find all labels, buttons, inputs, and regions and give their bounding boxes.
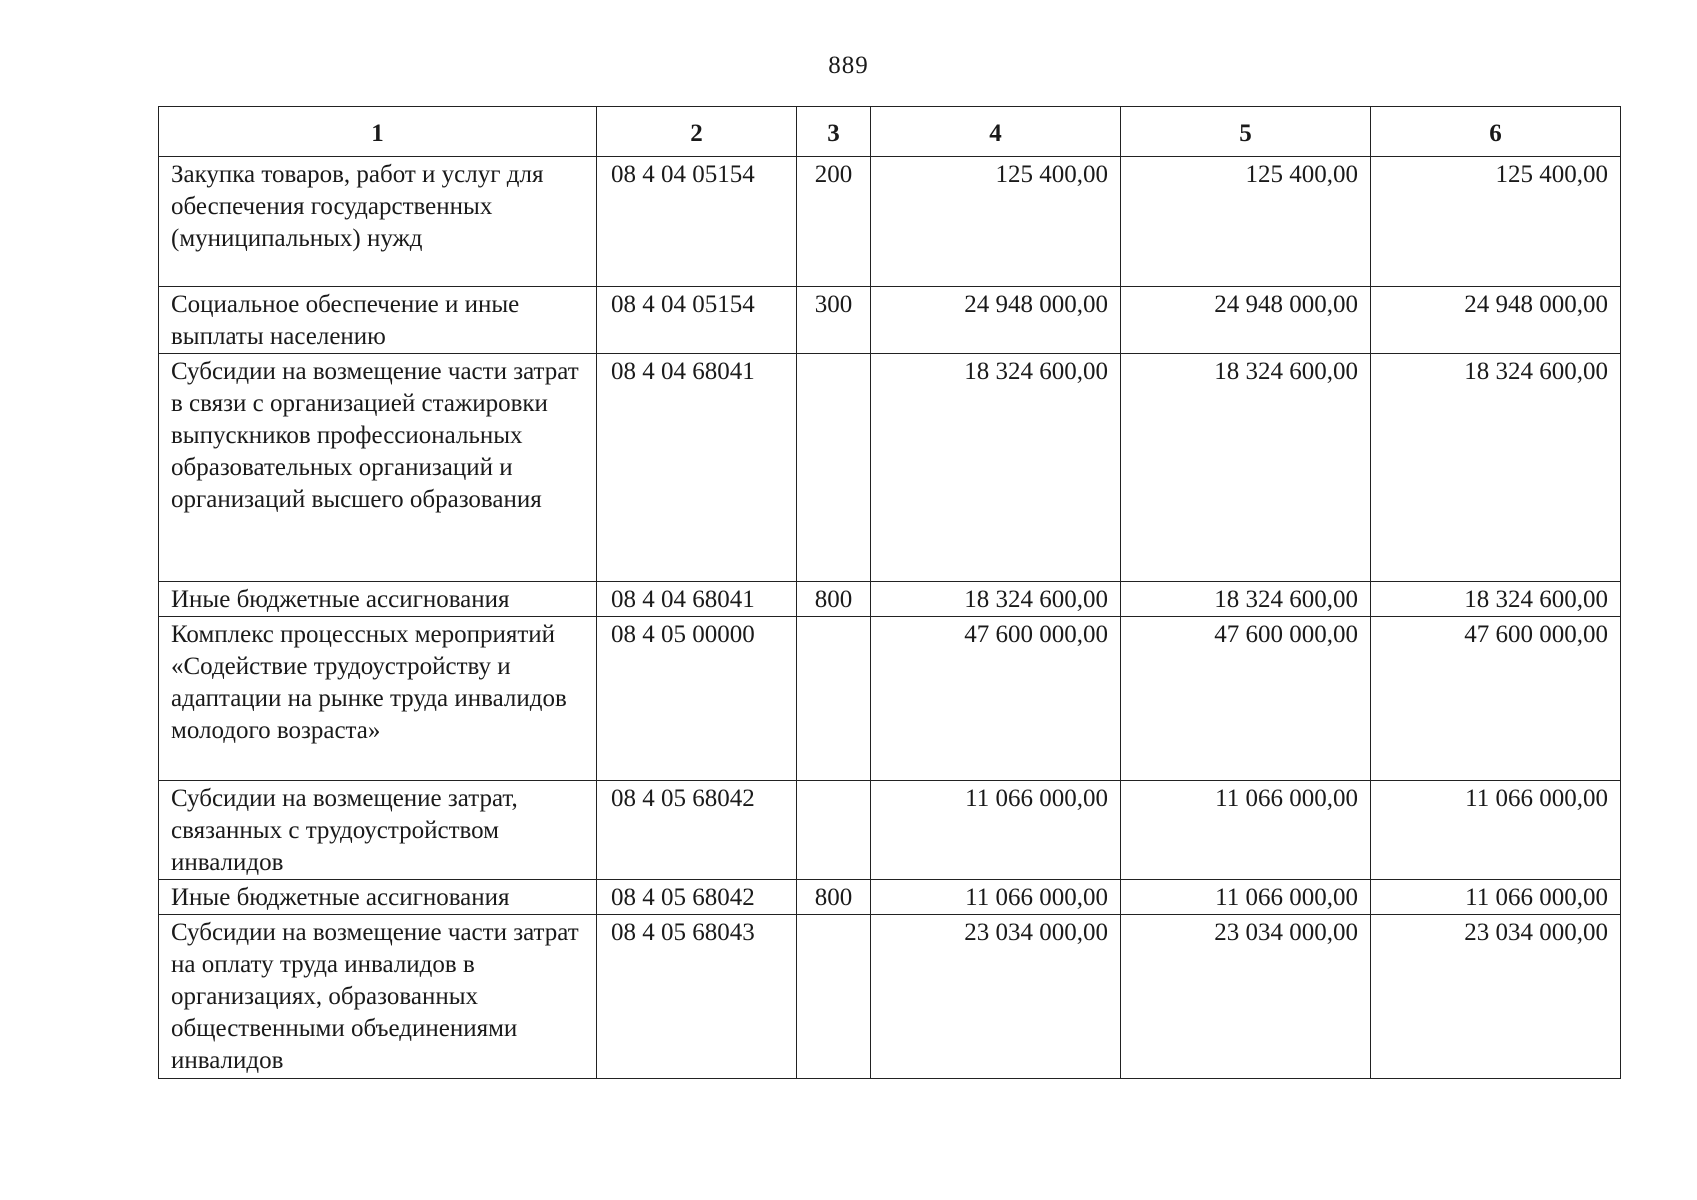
amount-col-4: 11 066 000,00 (871, 781, 1121, 880)
amount-col-5: 23 034 000,00 (1121, 915, 1371, 1079)
item-name: Комплекс процессных мероприятий «Содействие трудоустройству и адаптации на рынке труда инвалидов молодого возраста» (159, 617, 597, 781)
expense-type: 800 (797, 880, 871, 915)
item-name: Иные бюджетные ассигнования (159, 880, 597, 915)
expense-type: 300 (797, 287, 871, 354)
column-header: 6 (1371, 107, 1621, 157)
expense-type: 800 (797, 582, 871, 617)
item-name: Иные бюджетные ассигнования (159, 582, 597, 617)
table-row (159, 157, 1621, 287)
amount-col-5: 24 948 000,00 (1121, 287, 1371, 354)
amount-col-6: 125 400,00 (1371, 157, 1621, 287)
amount-col-5: 125 400,00 (1121, 157, 1371, 287)
amount-col-4: 11 066 000,00 (871, 880, 1121, 915)
item-code: 08 4 04 68041 (597, 354, 797, 582)
amount-col-6: 24 948 000,00 (1371, 287, 1621, 354)
amount-col-5: 11 066 000,00 (1121, 880, 1371, 915)
item-name: Субсидии на возмещение затрат, связанных с трудоустройством инвалидов (159, 781, 597, 880)
amount-col-4: 23 034 000,00 (871, 915, 1121, 1079)
item-code: 08 4 05 68043 (597, 915, 797, 1079)
item-code: 08 4 04 05154 (597, 287, 797, 354)
column-header: 4 (871, 107, 1121, 157)
page-number: 889 (828, 52, 869, 79)
amount-col-5: 18 324 600,00 (1121, 582, 1371, 617)
column-header: 1 (159, 107, 597, 157)
amount-col-4: 47 600 000,00 (871, 617, 1121, 781)
column-header: 5 (1121, 107, 1371, 157)
expense-type (797, 781, 871, 880)
table-row (159, 915, 1621, 1079)
table-row (159, 880, 1621, 915)
table-row (159, 582, 1621, 617)
amount-col-4: 125 400,00 (871, 157, 1121, 287)
item-code: 08 4 04 05154 (597, 157, 797, 287)
item-name: Субсидии на возмещение части затрат на оплату труда инвалидов в организациях, образованных общественными объединениями инвалидов (159, 915, 597, 1079)
amount-col-6: 18 324 600,00 (1371, 354, 1621, 582)
amount-col-5: 47 600 000,00 (1121, 617, 1371, 781)
amount-col-4: 18 324 600,00 (871, 582, 1121, 617)
table-row (159, 354, 1621, 582)
budget-table (158, 106, 1621, 1079)
item-name: Субсидии на возмещение части затрат в связи с организацией стажировки выпускников профессиональных образовательных организаций и организаций высшего образования (159, 354, 597, 582)
expense-type (797, 354, 871, 582)
table-row (159, 781, 1621, 880)
amount-col-4: 24 948 000,00 (871, 287, 1121, 354)
expense-type: 200 (797, 157, 871, 287)
expense-type (797, 915, 871, 1079)
item-name: Социальное обеспечение и иные выплаты населению (159, 287, 597, 354)
item-name: Закупка товаров, работ и услуг для обеспечения государственных (муниципальных) нужд (159, 157, 597, 287)
expense-type (797, 617, 871, 781)
item-code: 08 4 05 68042 (597, 880, 797, 915)
amount-col-6: 11 066 000,00 (1371, 781, 1621, 880)
amount-col-5: 11 066 000,00 (1121, 781, 1371, 880)
amount-col-4: 18 324 600,00 (871, 354, 1121, 582)
item-code: 08 4 05 00000 (597, 617, 797, 781)
table-row (159, 287, 1621, 354)
amount-col-5: 18 324 600,00 (1121, 354, 1371, 582)
header-row (159, 107, 1621, 157)
column-header: 3 (797, 107, 871, 157)
item-code: 08 4 05 68042 (597, 781, 797, 880)
table-row (159, 617, 1621, 781)
item-code: 08 4 04 68041 (597, 582, 797, 617)
amount-col-6: 47 600 000,00 (1371, 617, 1621, 781)
column-header: 2 (597, 107, 797, 157)
amount-col-6: 23 034 000,00 (1371, 915, 1621, 1079)
amount-col-6: 18 324 600,00 (1371, 582, 1621, 617)
amount-col-6: 11 066 000,00 (1371, 880, 1621, 915)
